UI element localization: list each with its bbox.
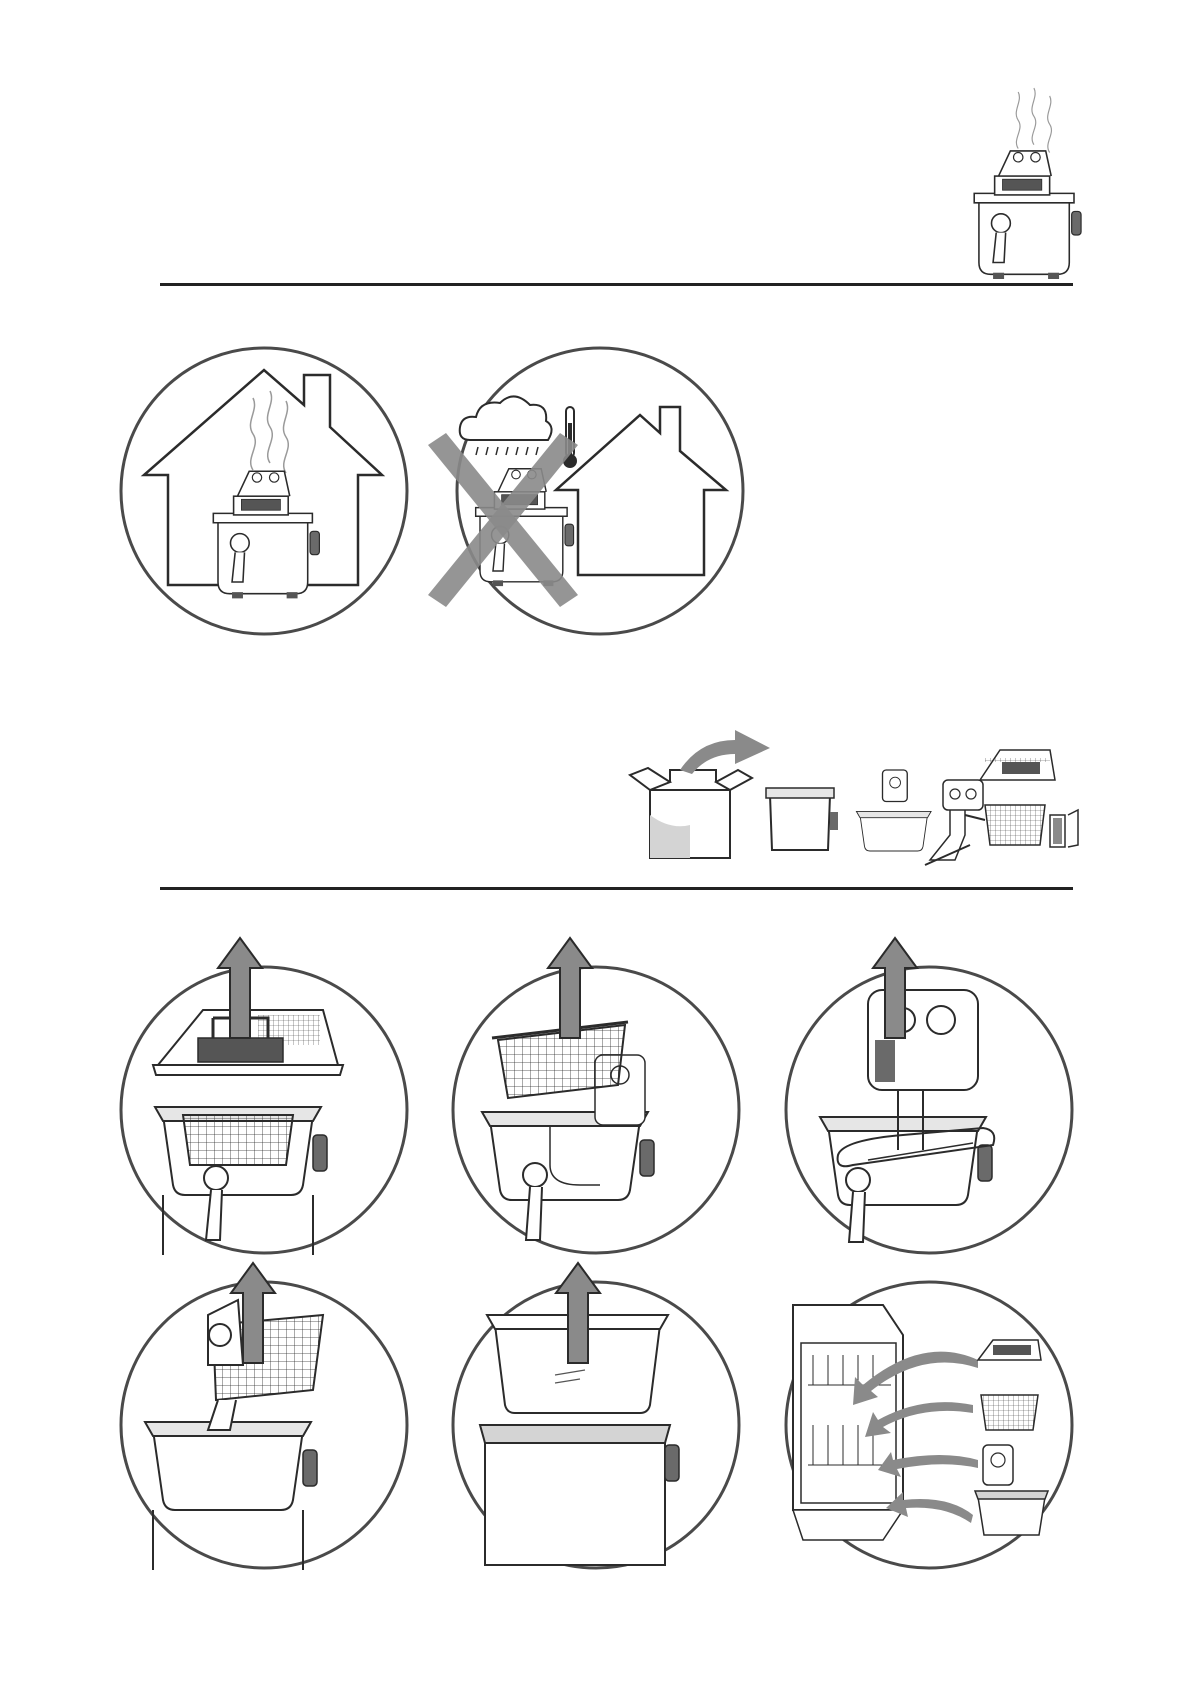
steam-icon — [1016, 88, 1051, 152]
section-divider-middle — [160, 887, 1073, 890]
step-remove-lid — [118, 950, 410, 1255]
indoor-use-illustration — [118, 345, 410, 637]
leaflet-icon — [1050, 810, 1078, 847]
no-outdoor-use-illustration — [428, 345, 748, 637]
heating-element-icon — [925, 780, 983, 865]
fryer-icon — [974, 151, 1081, 279]
unpacking-illustration — [630, 730, 1080, 865]
fryer-body-icon — [480, 1425, 679, 1565]
step-remove-filter — [118, 1265, 410, 1570]
section-divider-top — [160, 283, 1073, 286]
arrow-icon — [680, 730, 770, 774]
box-icon — [630, 768, 752, 858]
control-unit-icon — [856, 770, 931, 851]
fryer-steaming-illustration — [975, 75, 1085, 285]
step-dishwasher-safe — [783, 1265, 1075, 1570]
step-remove-bowl — [450, 1265, 742, 1570]
fryer-body-icon — [766, 788, 838, 850]
step-remove-control-unit — [783, 950, 1075, 1255]
basket-icon — [981, 1395, 1038, 1430]
bowl-icon — [975, 1491, 1048, 1535]
step-remove-basket — [450, 950, 742, 1255]
control-unit-icon — [983, 1445, 1013, 1485]
basket-icon — [965, 805, 1045, 845]
lid-icon — [980, 750, 1055, 780]
